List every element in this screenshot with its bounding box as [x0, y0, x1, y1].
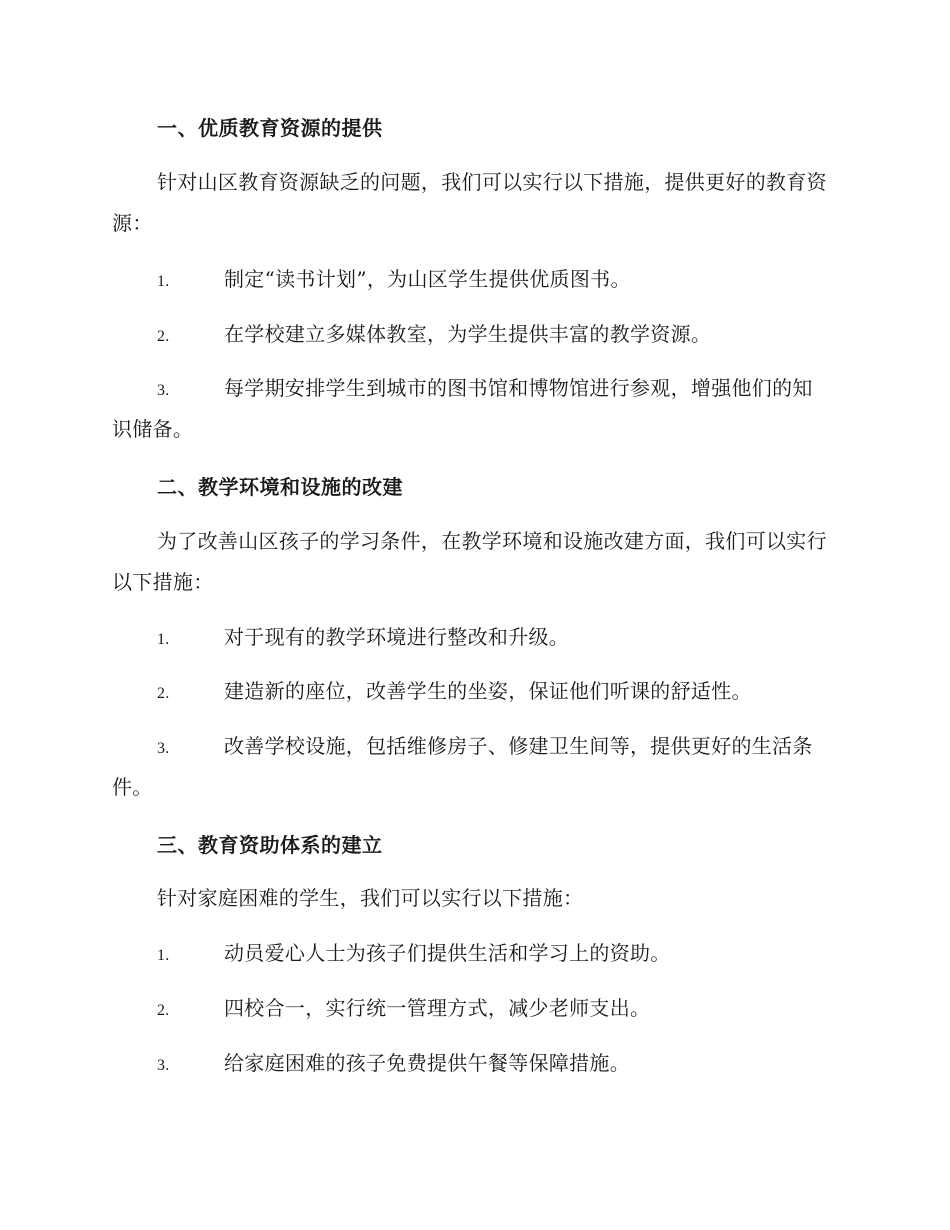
- list-item-number: 3.: [157, 382, 170, 399]
- list-item: [112, 314, 832, 355]
- list-item: [112, 726, 832, 808]
- list-item: [112, 617, 832, 658]
- list-item-text: 每学期安排学生到城市的图书馆和博物馆进行参观，增强他们的知识储备。: [112, 376, 813, 441]
- list-item: [112, 259, 832, 300]
- list-item-text: 在学校建立多媒体教室，为学生提供丰富的教学资源。: [224, 322, 712, 346]
- list-item-text: 对于现有的教学环境进行整改和升级。: [224, 625, 570, 649]
- list-item-number: 2.: [157, 328, 170, 345]
- list-item: [112, 671, 832, 712]
- list-item-number: 1.: [157, 631, 170, 648]
- section-heading: 三、教育资助体系的建立: [157, 833, 383, 857]
- section-heading: 一、优质教育资源的提供: [157, 116, 383, 140]
- list-item-text: 四校合一，实行统一管理方式，减少老师支出。: [224, 996, 651, 1020]
- list-item: [112, 933, 832, 974]
- list-item: [112, 368, 832, 450]
- list-item: [112, 1043, 832, 1084]
- list-item-number: 2.: [157, 685, 170, 702]
- list-item-number: 3.: [157, 740, 170, 757]
- section-intro: 针对家庭困难的学生，我们可以实行以下措施：: [157, 886, 584, 910]
- section-heading: 二、教学环境和设施的改建: [157, 475, 403, 499]
- list-item-text: 制定“读书计划”，为山区学生提供优质图书。: [224, 267, 631, 291]
- list-item-text: 建造新的座位，改善学生的坐姿，保证他们听课的舒适性。: [224, 679, 752, 703]
- list-item-number: 1.: [157, 947, 170, 964]
- list-item-number: 1.: [157, 273, 170, 290]
- section-intro: 为了改善山区孩子的学习条件，在教学环境和设施改建方面，我们可以实行以下措施：: [112, 529, 827, 594]
- list-item: [112, 988, 832, 1029]
- list-item-text: 动员爱心人士为孩子们提供生活和学习上的资助。: [224, 941, 671, 965]
- list-item-number: 3.: [157, 1057, 170, 1074]
- list-item-number: 2.: [157, 1002, 170, 1019]
- list-item-text: 给家庭困难的孩子免费提供午餐等保障措施。: [224, 1051, 630, 1075]
- section-intro: 针对山区教育资源缺乏的问题，我们可以实行以下措施，提供更好的教育资源：: [112, 170, 827, 235]
- list-item-text: 改善学校设施，包括维修房子、修建卫生间等，提供更好的生活条件。: [112, 734, 813, 799]
